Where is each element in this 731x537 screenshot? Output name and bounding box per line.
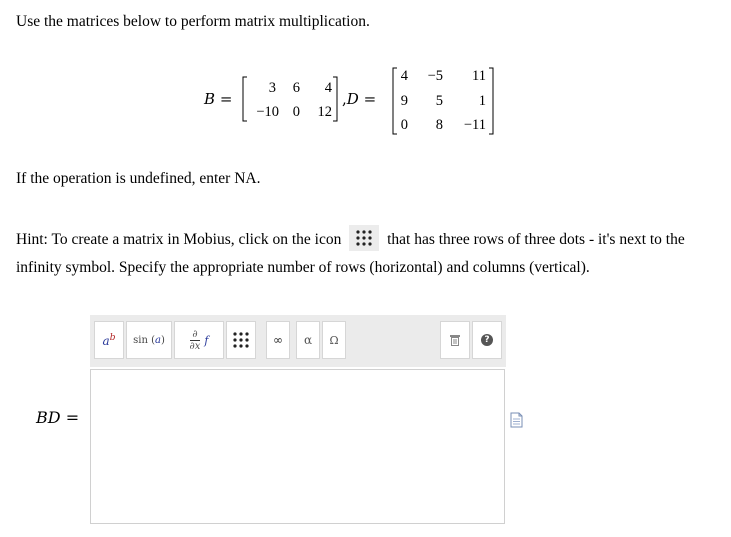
matrix-d-cell: 5 [435, 93, 443, 109]
trash-icon [449, 334, 461, 346]
delete-button[interactable] [440, 321, 470, 359]
matrix-grid-icon [233, 332, 249, 348]
matrix-b-name [204, 90, 232, 108]
sin-label: sin [133, 334, 148, 346]
greek-alpha-button[interactable] [296, 321, 320, 359]
answer-label-var: BD [36, 408, 61, 427]
hint-text-after: that has three rows of three dots - it's next to the infinity symbol. Specify the appropriate number of rows (horizontal) and columns (vertical). [16, 231, 685, 276]
superscript-base: a [102, 333, 110, 348]
hint-text-before: Hint: To create a matrix in Mobius, click on the icon [16, 231, 342, 248]
help-icon: ? [481, 334, 493, 346]
matrix-b-letter: B [204, 90, 216, 108]
superscript-button[interactable] [94, 321, 124, 359]
instructions-text: Use the matrices below to perform matrix multiplication. [16, 13, 370, 30]
matrix-d-name [342, 90, 376, 108]
function-button[interactable]: sin (a) [126, 321, 172, 359]
matrix-d-cell: −5 [427, 68, 443, 84]
alpha-icon: α [303, 333, 313, 347]
matrix-d-cell: −11 [463, 117, 486, 133]
hint-text [16, 226, 716, 282]
matrix-d-cell: 11 [472, 68, 486, 84]
matrix-button[interactable] [226, 321, 256, 359]
matrix-b-cell: −10 [256, 104, 279, 120]
answer-label [36, 408, 79, 427]
matrix-d-letter: D [346, 90, 359, 108]
matrix-d-cell: 9 [400, 93, 408, 109]
matrix-b-cell: 0 [292, 104, 300, 120]
infinity-icon: ∞ [273, 333, 283, 347]
sin-arg: a [155, 334, 161, 346]
equals-sign: = [219, 90, 233, 108]
comma: , [342, 90, 347, 108]
matrix-b-cell: 4 [324, 80, 332, 96]
matrix-b-cell: 3 [268, 80, 276, 96]
help-button[interactable] [472, 321, 502, 359]
matrix-b-cell: 6 [292, 80, 300, 96]
superscript-exp: b [109, 332, 116, 343]
derivative-button[interactable] [174, 321, 224, 359]
derivative-bottom: ∂x [189, 340, 201, 352]
greek-omega-button[interactable] [322, 321, 346, 359]
infinity-button[interactable] [266, 321, 290, 359]
equation-toolbar [90, 315, 506, 367]
matrix-d-cell: 1 [478, 93, 486, 109]
matrix-d-cell: 4 [400, 68, 408, 84]
matrix-grid-icon [349, 225, 379, 251]
answer-input-area[interactable] [90, 369, 505, 524]
answer-label-eq: = [65, 408, 80, 427]
derivative-f: f [204, 333, 209, 347]
matrix-d-cell: 8 [435, 117, 443, 133]
equals-sign: = [363, 90, 377, 108]
matrix-d-cell: 0 [400, 117, 408, 133]
matrix-b-cell: 12 [317, 104, 332, 120]
preview-document-icon[interactable] [510, 412, 523, 428]
omega-icon: Ω [329, 333, 339, 347]
undefined-note: If the operation is undefined, enter NA. [16, 170, 261, 187]
derivative-top: ∂ [192, 328, 198, 340]
